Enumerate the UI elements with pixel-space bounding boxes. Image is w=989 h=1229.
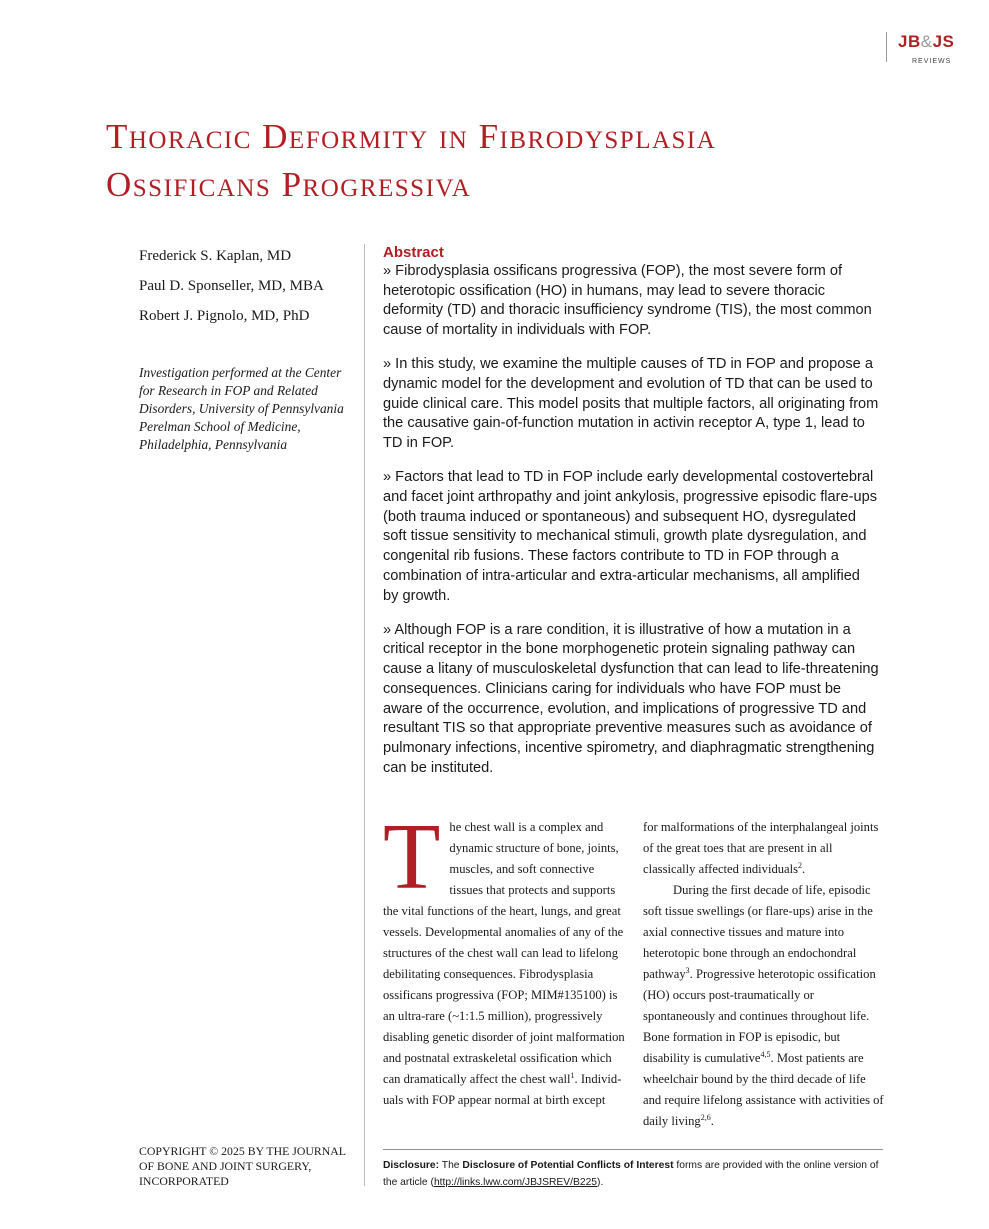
reference-marker[interactable]: 3 bbox=[685, 965, 690, 975]
body-paragraph: During the first decade of life, episodic soft tissue swellings (or flare-ups) arise in the axial connective tissues and mature into heterotopic bone through an endochondral pathway$^3$. Progressive heterotopic ossification (HO) occurs post-traumatically or spontaneously and continues throughout life. Bone formation in FOP is episodic, but disability is cumulative$^{4,5}$. Most patients are wheelchair bound by the third decade of life and require lifelong assistance with activities of daily living$^{2,6}$. bbox=[643, 883, 884, 1128]
disclosure-label: Disclosure: bbox=[383, 1160, 440, 1171]
abstract-paragraph: » Fibrodysplasia ossificans progressiva (FOP), the most severe form of heterotopic ossification (HO) in humans, may lead to severe thoracic deformity (TD) and thoracic insufficiency syndrome (TIS), the most common cause of mortality in individuals with FOP. bbox=[383, 263, 872, 339]
reference-marker[interactable]: 2 bbox=[798, 860, 803, 870]
author: Robert J. Pignolo, MD, PhD bbox=[139, 308, 310, 324]
disclosure-link[interactable]: http://links.lww.com/JBJSREV/B225 bbox=[433, 1177, 598, 1188]
drop-cap: T bbox=[383, 805, 441, 909]
institution-note: Investigation performed at the Center for Research in FOP and Related Disorders, University of Pennsylvania Perelman School of Medicine, Philadelphia, Pennsylvania bbox=[139, 365, 344, 452]
abstract bbox=[383, 243, 879, 793]
copyright-notice: COPYRIGHT © 2025 BY THE JOURNAL OF BONE AND JOINT SURGERY, INCORPORATED bbox=[139, 1144, 346, 1188]
abstract-paragraph: » In this study, we examine the multiple causes of TD in FOP and propose a dynamic model for the development and evolution of TD that can be used to guide clinical care. This model posits that multiple factors, all originating from the causative gain-of-function mutation in activin receptor A, type 1, lead to TD in FOP. bbox=[383, 356, 879, 452]
abstract-heading: Abstract bbox=[383, 244, 444, 261]
abstract-paragraph: » Factors that lead to TD in FOP include early developmental costovertebral and facet joint arthropathy and joint ankylosis, progressive episodic flare-ups (both trauma induced or spontaneous) and subsequent HO, dysregulated soft tissue sensitivity to mechanical stimuli, growth plate dysregulation, and congenital rib fusions. These factors contribute to TD in FOP through a combination of intra-articular and extra-articular mechanisms, all amplified by growth. bbox=[383, 469, 878, 604]
disclosure-note: Disclosure: The Disclosure of Potential Conflicts of Interest forms are provided with the online version of the article (http://links.lww.com/JBJSREV/B225). bbox=[383, 1160, 879, 1188]
body-paragraph: The chest wall is a complex and dynamic structure of bone, joints, muscles, and soft connective tissues that protects and supports the vital functions of the heart, lungs, and great vessels. Developmental anomalies of any of the structures of the chest wall can lead to lifelong debilitating consequences. Fibrodysplasia ossificans progressiva (FOP; MIM#135100) is an ultra-rare (~1:1.5 million), progressively disabling genetic disorder of joint malformation and postnatal extraskeletal ossification which can dramatically affect the chest wall$^1$. Individuals with FOP appear normal at birth except bbox=[383, 805, 625, 1107]
disclosure-rule bbox=[383, 1149, 883, 1150]
body-paragraph: for malformations of the interphalangeal joints of the great toes that are present in all classically affected individuals$^2$. bbox=[643, 820, 879, 876]
reference-marker[interactable]: 4,5 bbox=[760, 1049, 771, 1059]
journal-logo bbox=[886, 30, 966, 70]
logo-divider bbox=[886, 32, 887, 62]
article-title bbox=[106, 113, 926, 209]
logo-subtitle: REVIEWS bbox=[912, 58, 952, 65]
reference-marker[interactable]: 2,6 bbox=[700, 1112, 711, 1122]
title-line-2: Ossificans Progressiva bbox=[106, 165, 472, 204]
author: Paul D. Sponseller, MD, MBA bbox=[139, 278, 324, 294]
disclosure-strong: Disclosure of Potential Conflicts of Interest bbox=[462, 1160, 674, 1171]
column-divider bbox=[364, 244, 365, 1186]
title-line-1: Thoracic Deformity in Fibrodysplasia bbox=[106, 117, 717, 156]
logo-mark: JB&JS bbox=[898, 32, 955, 51]
author: Frederick S. Kaplan, MD bbox=[139, 248, 292, 264]
body-column-left bbox=[383, 805, 625, 1111]
reference-marker[interactable]: 1 bbox=[570, 1070, 575, 1080]
body-column-right bbox=[643, 817, 885, 1132]
author-list bbox=[139, 241, 359, 331]
abstract-paragraph: » Although FOP is a rare condition, it is illustrative of how a mutation in a critical receptor in the bone morphogenetic protein signaling pathway can cause a litany of musculoskeletal dysfunction that can lead to life-threatening consequences. Clinicians caring for individuals who have FOP must be aware of the occurrence, evolution, and implications of progressive TD and resultant TIS so that appropriate preventive measures such as avoidance of pulmonary infections, incentive spirometry, and diaphragmatic strengthening can be instituted. bbox=[383, 621, 879, 776]
